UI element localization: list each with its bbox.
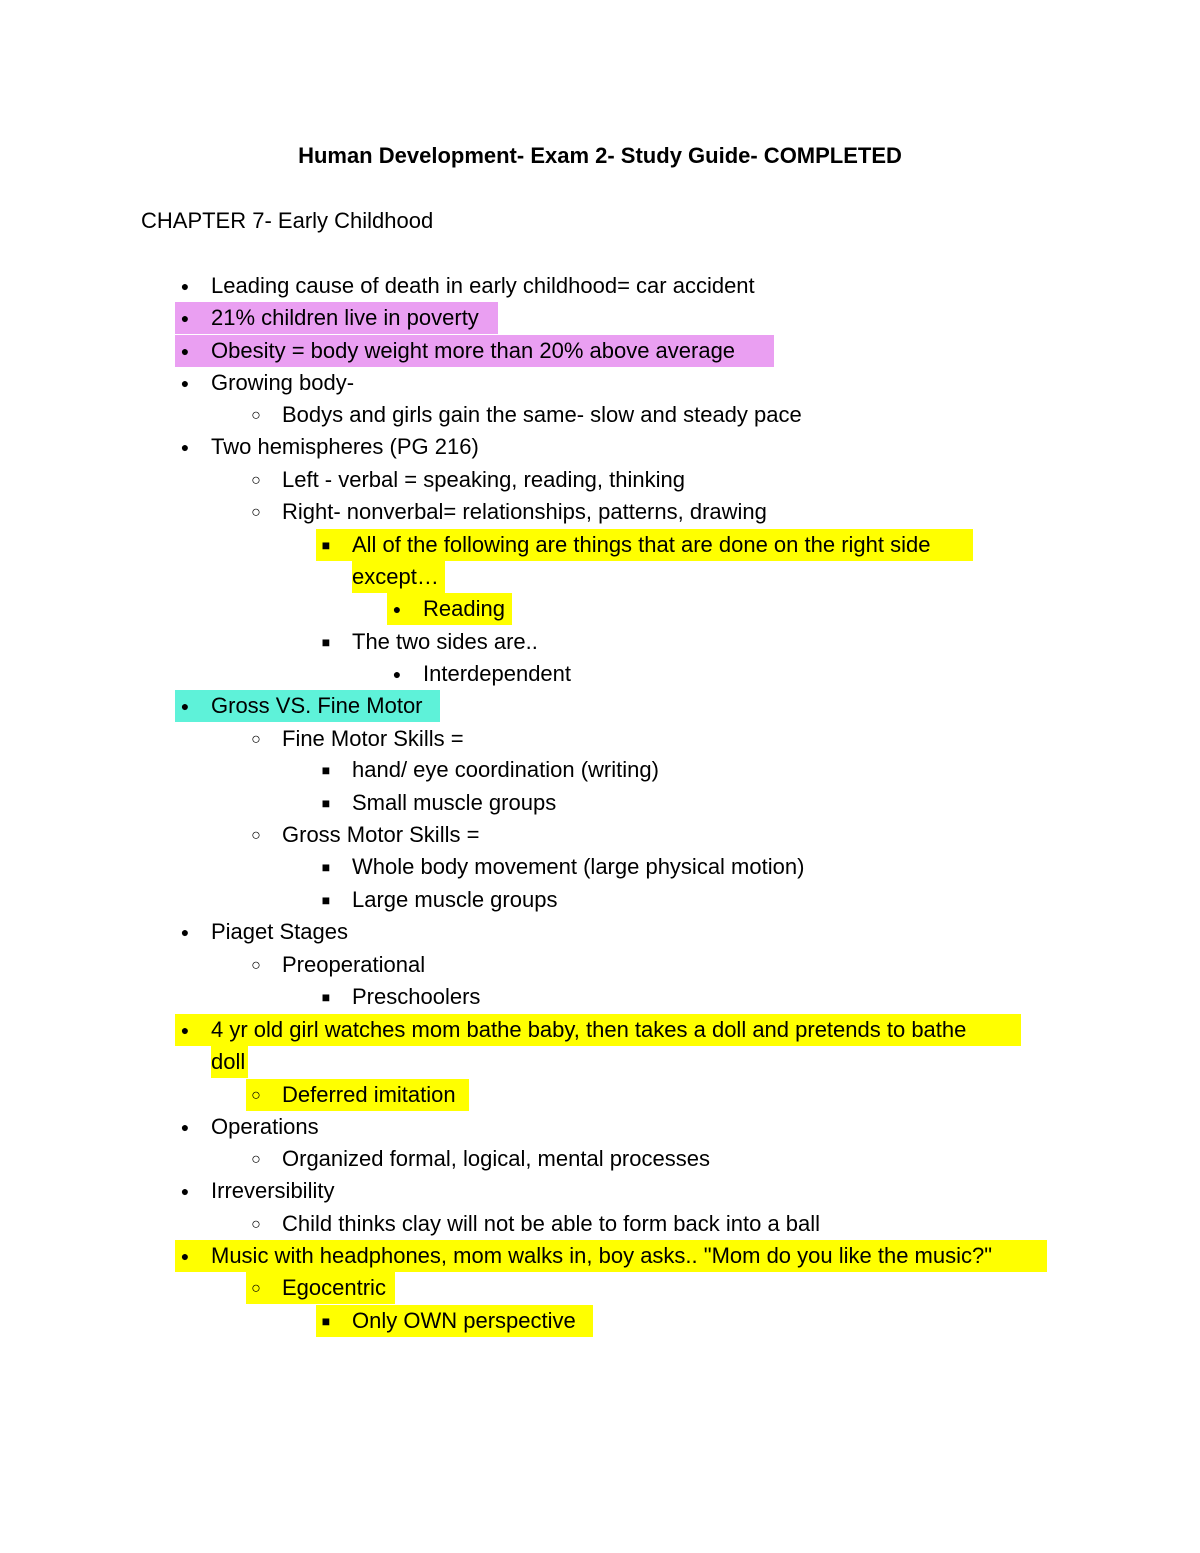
bullet-icon (175, 1240, 195, 1272)
bullet-icon (175, 431, 195, 463)
bullet-icon (246, 723, 266, 756)
bullet-icon (175, 690, 195, 722)
bullet-icon (316, 529, 336, 561)
bullet-icon (246, 949, 266, 982)
bullet-icon (387, 658, 407, 690)
bullet-icon (246, 399, 266, 432)
chapter-heading: CHAPTER 7- Early Childhood (141, 208, 434, 233)
bullet-icon (316, 1305, 336, 1337)
bullet-icon (175, 302, 195, 334)
bullet-icon (246, 819, 266, 852)
bullet-icon (316, 626, 336, 658)
document-title: Human Development- Exam 2- Study Guide- COMPLETED (298, 143, 902, 168)
bullet-icon (316, 754, 336, 786)
bullet-icon (175, 1175, 195, 1207)
bullet-icon (246, 1143, 266, 1176)
bullet-icon (246, 1208, 266, 1241)
bullet-icon (387, 593, 407, 625)
bullet-icon (175, 1111, 195, 1143)
bullet-icon (175, 367, 195, 399)
bullet-icon (246, 464, 266, 497)
bullet-icon (175, 916, 195, 948)
bullet-icon (246, 1079, 266, 1112)
bullet-icon (175, 1014, 195, 1046)
bullet-icon (316, 981, 336, 1013)
bullet-icon (175, 270, 195, 302)
bullet-icon (316, 851, 336, 883)
bullet-icon (175, 335, 195, 367)
bullet-icon (316, 787, 336, 819)
bullet-icon (316, 884, 336, 916)
document-page: Human Development- Exam 2- Study Guide- COMPLETED CHAPTER 7- Early Childhood ● Leading cause of death in early childhood= car accident ● 21% children live in poverty ● Obesity = body weight more than 20% above average ● Growing body- ○ Bodys and girls gain the same- slow and steady pace ● Two hemispheres (PG 216) ○ Left - verbal = speaking, reading, thinking ○ Right- nonverbal= relationships, patterns, drawing ■ All of the following are things that are done on the right side except… ● Reading ■ The two sides are.. ● Interdependent ● Gross VS. Fine Motor ○ Fine Motor Skills = ■ hand/ eye coordination (writing) ■ Small muscle groups ○ Gross Motor Skills = ■ Whole body movement (large physical motion) ■ Large muscle groups ● Piaget Stages ○ Preoperational ■ Preschoolers ● 4 yr old girl watches mom bathe baby, then takes a doll and pretends to bathe doll ○ Deferred imitation ● Operations ○ Organized formal, logical, mental processes ● Irreversibility ○ Child thinks clay will not be able to form back into a ball ● Music with headphones, mom walks in, boy asks.. "Mom do you like the music?" ○ Egocentric ■ Only OWN perspective (0, 0, 1200, 1553)
bullet-icon (246, 496, 266, 529)
bullet-icon (246, 1272, 266, 1305)
